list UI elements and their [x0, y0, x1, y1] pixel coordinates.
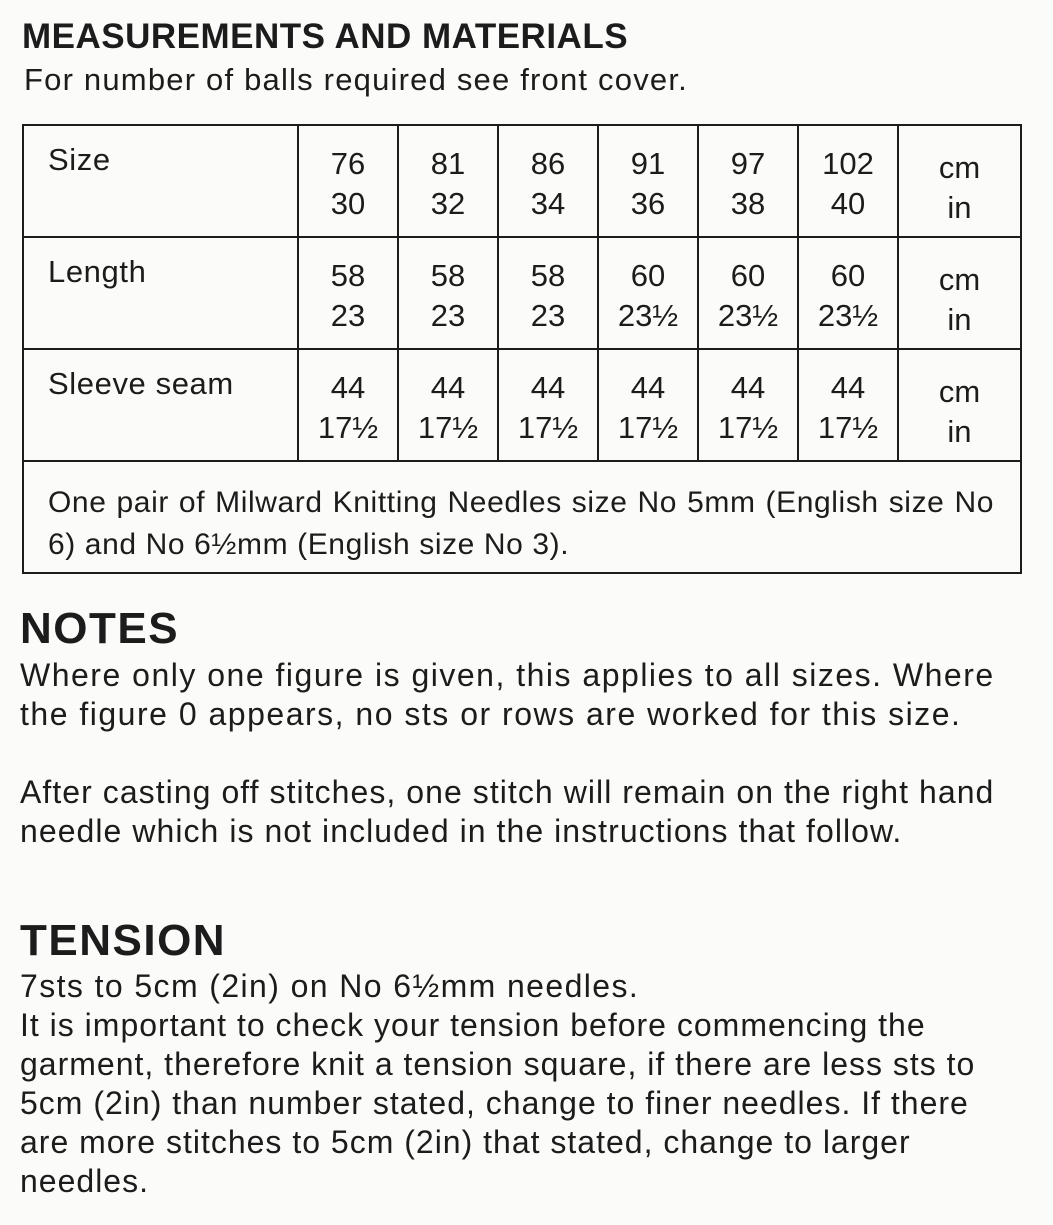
value-cm: 60	[630, 258, 666, 293]
value-cm: 44	[830, 370, 866, 405]
value-cm: 76	[330, 146, 366, 181]
measurements-table	[22, 124, 1022, 574]
page-subtitle: For number of balls required see front cover.	[24, 62, 688, 97]
value-cm: 44	[530, 370, 566, 405]
value-in: 17½	[717, 410, 779, 445]
value-cell	[398, 125, 498, 237]
value-in: 38	[730, 186, 766, 221]
row-label: Sleeve seam	[23, 349, 298, 461]
page-title: MEASUREMENTS AND MATERIALS	[22, 17, 629, 56]
value-cell	[698, 125, 798, 237]
table-row	[23, 237, 1021, 349]
value-in: 17½	[517, 410, 579, 445]
value-cell	[498, 349, 598, 461]
notes-heading: NOTES	[20, 604, 180, 653]
value-in: 23½	[717, 298, 779, 333]
value-cell	[598, 125, 698, 237]
value-in: 40	[830, 186, 866, 221]
value-in: 17½	[617, 410, 679, 445]
value-cell	[798, 237, 898, 349]
value-cell	[398, 237, 498, 349]
value-cm: 81	[430, 146, 466, 181]
value-cell	[798, 125, 898, 237]
value-cell	[598, 237, 698, 349]
unit-label: cm	[938, 374, 981, 409]
value-cell	[298, 237, 398, 349]
row-label: Size	[23, 125, 298, 237]
value-in: 23½	[817, 298, 879, 333]
unit-label: in	[947, 414, 972, 449]
value-cm: 60	[830, 258, 866, 293]
value-cm: 86	[530, 146, 566, 181]
value-cell	[298, 349, 398, 461]
value-in: 17½	[417, 410, 479, 445]
unit-label: in	[947, 190, 972, 225]
table-row	[23, 349, 1021, 461]
value-in: 17½	[317, 410, 379, 445]
value-cm: 97	[730, 146, 766, 181]
value-in: 17½	[817, 410, 879, 445]
value-cm: 44	[630, 370, 666, 405]
value-cm: 102	[822, 146, 874, 181]
unit-cell	[898, 237, 1021, 349]
value-cm: 44	[430, 370, 466, 405]
notes-paragraph-1: Where only one figure is given, this applies to all sizes. Where the figure 0 appears, no sts or rows are worked for this size.	[20, 657, 995, 732]
value-cm: 91	[630, 146, 666, 181]
row-label: Length	[23, 237, 298, 349]
unit-label: cm	[938, 150, 981, 185]
value-cell	[698, 237, 798, 349]
value-in: 23	[430, 298, 466, 333]
value-in: 23	[330, 298, 366, 333]
needles-note: One pair of Milward Knitting Needles size No 5mm (English size No 6) and No 6½mm (English size No 3).	[23, 461, 1021, 573]
value-cell	[798, 349, 898, 461]
tension-heading: TENSION	[20, 916, 227, 965]
value-cell	[498, 237, 598, 349]
unit-label: in	[947, 302, 972, 337]
value-cell	[298, 125, 398, 237]
value-in: 32	[430, 186, 466, 221]
value-cell	[598, 349, 698, 461]
value-cm: 44	[730, 370, 766, 405]
value-in: 23½	[617, 298, 679, 333]
value-cell	[398, 349, 498, 461]
unit-label: cm	[938, 262, 981, 297]
value-cm: 60	[730, 258, 766, 293]
unit-cell	[898, 349, 1021, 461]
value-cm: 58	[330, 258, 366, 293]
table-row	[23, 125, 1021, 237]
value-in: 36	[630, 186, 666, 221]
unit-cell	[898, 125, 1021, 237]
tension-paragraph-2: It is important to check your tension before commencing the garment, therefore knit a tension square, if there are less sts to 5cm (2in) than number stated, change to finer needles. If there are more stitches to 5cm (2in) that stated, change to larger needles.	[20, 1007, 976, 1199]
value-in: 23	[530, 298, 566, 333]
notes-paragraph-2: After casting off stitches, one stitch will remain on the right hand needle which is not included in the instructions that follow.	[20, 774, 995, 849]
value-in: 30	[330, 186, 366, 221]
value-cm: 58	[430, 258, 466, 293]
value-in: 34	[530, 186, 566, 221]
value-cell	[498, 125, 598, 237]
tension-paragraph-1: 7sts to 5cm (2in) on No 6½mm needles.	[20, 968, 640, 1004]
value-cm: 44	[330, 370, 366, 405]
value-cell	[698, 349, 798, 461]
value-cm: 58	[530, 258, 566, 293]
